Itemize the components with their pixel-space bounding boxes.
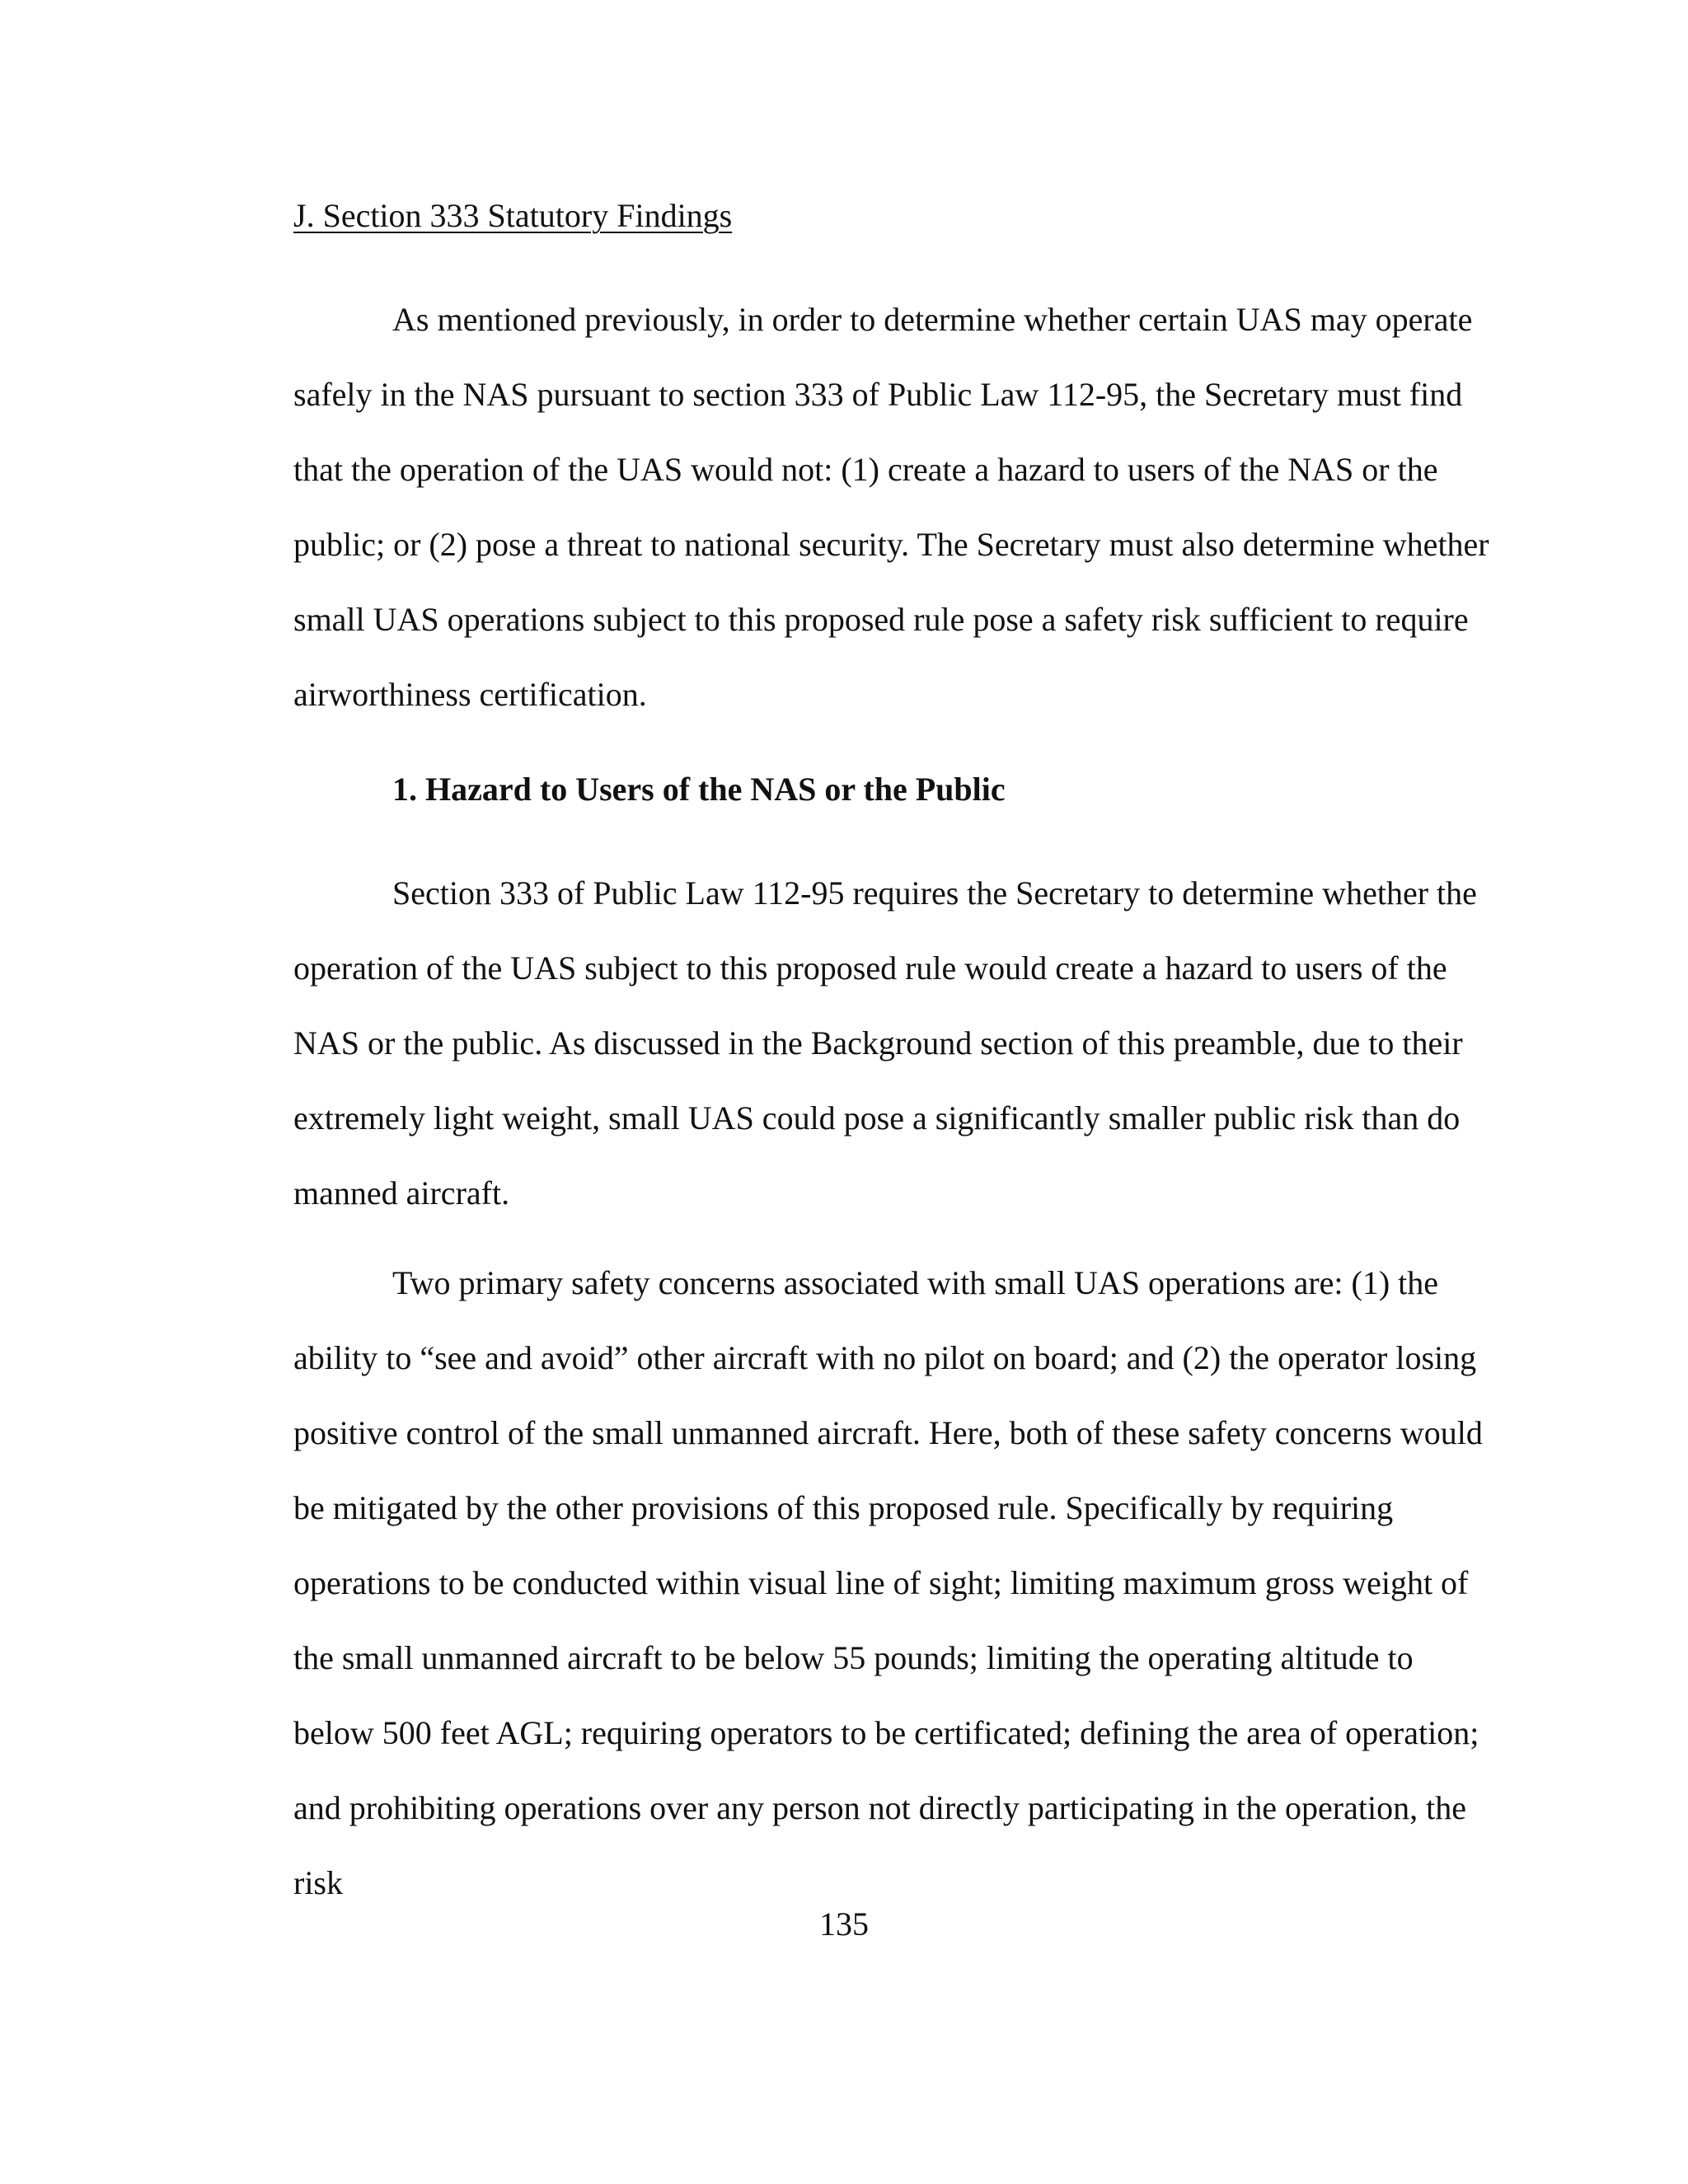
paragraph-safety-concerns: Two primary safety concerns associated with small UAS operations are: (1) the ability to “see and avoid” other aircraft with no pilot on board; and (2) the operator losing positive control of the small unmanned aircraft. Here, both of these safety concerns would be mitigated by the other provisions of this proposed rule. Specifically by requiring operations to be conducted within visual line of sight; limiting maximum gross weight of the small unmanned aircraft to be below 55 pounds; limiting the operating altitude to below 500 feet AGL; requiring operators to be certificated; defining the area of operation; and prohibiting operations over any person not directly participating in the operation, the risk — [293, 1264, 1483, 1901]
section-heading: J. Section 333 Statutory Findings — [293, 197, 733, 234]
subheading-hazard: 1. Hazard to Users of the NAS or the Public — [392, 771, 1006, 808]
paragraph-hazard-determination: Section 333 of Public Law 112-95 requires the Secretary to determine whether the operation of the UAS subject to this proposed rule would create a hazard to users of the NAS or the public. As discussed in the Background section of this preamble, due to their extremely light weight, small UAS could pose a significantly smaller public risk than do manned aircraft. — [293, 874, 1477, 1212]
paragraph-statutory-findings: As mentioned previously, in order to determine whether certain UAS may operate safely in the NAS pursuant to section 333 of Public Law 112-95, the Secretary must find that the operation of the UAS would not: (1) create a hazard to users of the NAS or the public; or (2) pose a threat to national security. The Secretary must also determine whether small UAS operations subject to this proposed rule pose a safety risk sufficient to require airworthiness certification. — [293, 301, 1489, 713]
page-number: 135 — [819, 1905, 869, 1943]
page-content — [293, 191, 1497, 1920]
